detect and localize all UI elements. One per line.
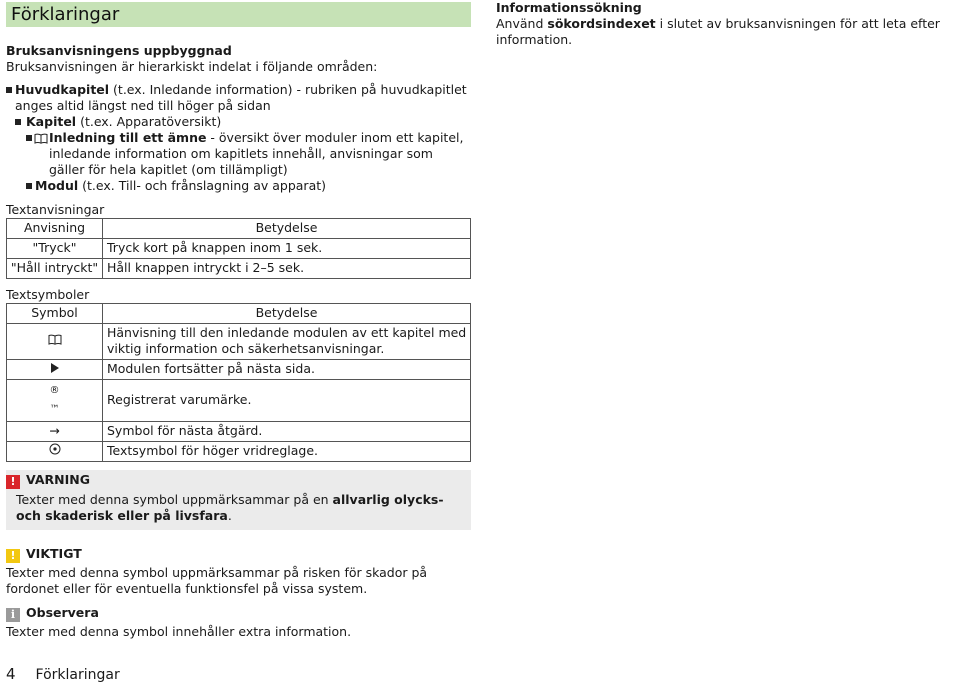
table-cell [7, 360, 103, 380]
list-item: Huvudkapitel (t.ex. Inledande information) - rubriken på huvudkapitlet anges altid längst ned till höger på sidan [6, 82, 471, 114]
list-item: Modul (t.ex. Till- och frånslagning av apparat) [6, 178, 471, 194]
table-header-row [7, 304, 471, 324]
table-cell: Symbol för nästa åtgärd. [103, 422, 471, 442]
warning-text: Texter med denna symbol uppmärksammar på en allvarlig olycks- och skaderisk eller på livsfara. [16, 492, 444, 523]
note-notice [6, 605, 471, 640]
table-row [7, 259, 471, 279]
table-row [7, 360, 471, 380]
table-cell [7, 442, 103, 462]
table-row [7, 324, 471, 360]
table-cell [7, 324, 103, 360]
bullet-square-icon [26, 183, 32, 189]
table-cell: Tryck kort på knappen inom 1 sek. [103, 239, 471, 259]
bullet-square-icon [15, 119, 21, 125]
table-row [7, 442, 471, 462]
page-footer [6, 666, 120, 683]
bullet-square-icon [26, 135, 32, 141]
page-title: Förklaringar [6, 2, 471, 27]
play-icon [50, 363, 60, 373]
text-instructions-heading: Textanvisningar [6, 202, 105, 217]
warning-box [6, 470, 471, 530]
table-cell [7, 380, 103, 422]
table-cell: Modulen fortsätter på nästa sida. [103, 360, 471, 380]
important-text: Texter med denna symbol uppmärksammar på risken för skador på fordonet eller för eventuella funktionsfel på vissa system. [6, 565, 428, 596]
book-icon [34, 133, 48, 144]
important-title: VIKTIGT [26, 546, 82, 561]
left-column [6, 2, 471, 640]
right-column [496, 0, 954, 48]
table-cell: Textsymbol för höger vridreglage. [103, 442, 471, 462]
table-row [7, 422, 471, 442]
table-header-cell: Symbol [7, 304, 103, 324]
list-item: Kapitel (t.ex. Apparatöversikt) [6, 114, 471, 130]
trademark-symbol: ™ [49, 404, 60, 415]
table-header-cell: Betydelse [103, 304, 471, 324]
table-cell: → [7, 422, 103, 442]
footer-section: Förklaringar [35, 667, 120, 683]
info-search-heading: Informationssökning [496, 0, 642, 15]
page-number: 4 [6, 665, 16, 683]
rotary-knob-icon [49, 443, 61, 455]
structure-list [6, 82, 471, 194]
text-symbols-table [6, 303, 471, 462]
bullet-square-icon [6, 87, 12, 93]
list-item: Inledning till ett ämne - översikt över moduler inom ett kapitel, inledande information om kapitlets innehåll, anvisningar som gäller för hela kapitlet (om tillämpligt) [6, 130, 471, 178]
structure-heading: Bruksanvisningens uppbyggnad [6, 43, 232, 58]
table-cell: "Håll intryckt" [7, 259, 103, 279]
warning-badge: ! [6, 475, 20, 489]
table-cell: "Tryck" [7, 239, 103, 259]
registered-symbol: ® [49, 385, 60, 396]
table-row [7, 380, 471, 422]
note-title: Observera [26, 605, 99, 620]
info-badge: i [6, 608, 20, 622]
table-header-row [7, 219, 471, 239]
info-search-text: Använd sökordsindexet i slutet av bruksanvisningen för att leta efter information. [496, 16, 940, 47]
structure-intro: Bruksanvisningen är hierarkiskt indelat i följande områden: [6, 59, 378, 74]
table-header-cell: Anvisning [7, 219, 103, 239]
important-notice [6, 546, 471, 597]
text-instructions-table [6, 218, 471, 279]
note-text: Texter med denna symbol innehåller extra information. [6, 624, 352, 639]
table-header-cell: Betydelse [103, 219, 471, 239]
table-cell: Hänvisning till den inledande modulen av ett kapitel med viktig information och säkerhetsanvisningar. [103, 324, 471, 360]
warning-title: VARNING [26, 472, 90, 487]
important-badge: ! [6, 549, 20, 563]
book-icon [48, 334, 62, 345]
table-cell: Håll knappen intryckt i 2–5 sek. [103, 259, 471, 279]
table-row [7, 239, 471, 259]
text-symbols-heading: Textsymboler [6, 287, 90, 302]
table-cell: Registrerat varumärke. [103, 380, 471, 422]
